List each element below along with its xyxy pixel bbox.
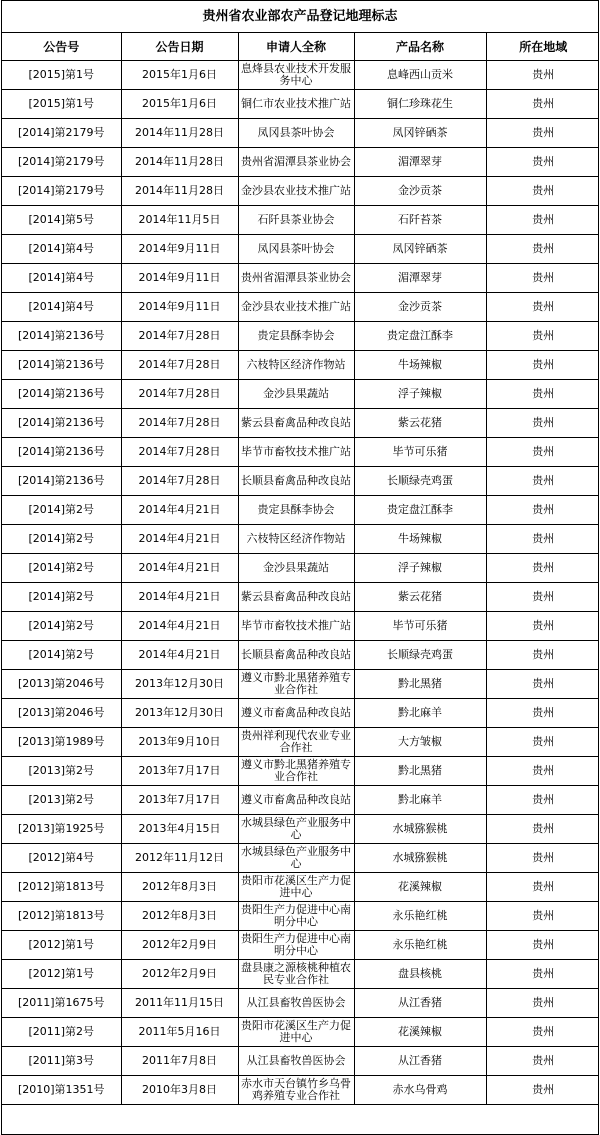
- header-row: [2, 33, 599, 61]
- cell-notice-number: [2014]第2号: [2, 641, 121, 670]
- table-row: [2, 612, 599, 641]
- cell-region: 贵州: [486, 496, 599, 525]
- cell-applicant: 水城县绿色产业服务中心: [238, 844, 354, 873]
- cell-product-name: 毕节可乐猪: [354, 612, 486, 641]
- cell-notice-number: [2012]第1号: [2, 931, 121, 960]
- cell-product-name: 黔北麻羊: [354, 699, 486, 728]
- cell-applicant: 六枝特区经济作物站: [238, 525, 354, 554]
- table-row: [2, 670, 599, 699]
- table-row: [2, 409, 599, 438]
- cell-applicant: 六枝特区经济作物站: [238, 351, 354, 380]
- cell-product-name: 黔北黑猪: [354, 757, 486, 786]
- cell-notice-number: [2012]第1813号: [2, 902, 121, 931]
- cell-product-name: 黔北麻羊: [354, 786, 486, 815]
- cell-notice-date: 2014年7月28日: [121, 467, 238, 496]
- cell-product-name: 铜仁珍珠花生: [354, 90, 486, 119]
- cell-notice-date: 2011年7月8日: [121, 1047, 238, 1076]
- cell-notice-date: 2011年11月15日: [121, 989, 238, 1018]
- table-row: [2, 902, 599, 931]
- cell-applicant: 毕节市畜牧技术推广站: [238, 612, 354, 641]
- cell-region: 贵州: [486, 670, 599, 699]
- cell-applicant: 贵州省湄潭县茶业协会: [238, 148, 354, 177]
- table-row: [2, 699, 599, 728]
- cell-applicant: 遵义市畜禽品种改良站: [238, 699, 354, 728]
- cell-region: 贵州: [486, 177, 599, 206]
- cell-region: 贵州: [486, 931, 599, 960]
- table-row: [2, 844, 599, 873]
- cell-product-name: 毕节可乐猪: [354, 438, 486, 467]
- header-product-name: 产品名称: [354, 33, 486, 61]
- cell-applicant: 凤冈县茶叶协会: [238, 235, 354, 264]
- cell-notice-number: [2014]第2号: [2, 554, 121, 583]
- cell-applicant: 紫云县畜禽品种改良站: [238, 583, 354, 612]
- cell-notice-number: [2014]第2179号: [2, 119, 121, 148]
- cell-applicant: 贵阳生产力促进中心南明分中心: [238, 902, 354, 931]
- table-body: [2, 61, 599, 1105]
- cell-region: 贵州: [486, 699, 599, 728]
- cell-notice-date: 2014年4月21日: [121, 554, 238, 583]
- cell-notice-number: [2015]第1号: [2, 61, 121, 90]
- cell-product-name: 紫云花猪: [354, 409, 486, 438]
- cell-applicant: 遵义市畜禽品种改良站: [238, 786, 354, 815]
- cell-region: 贵州: [486, 293, 599, 322]
- cell-product-name: 永乐艳红桃: [354, 902, 486, 931]
- cell-region: 贵州: [486, 119, 599, 148]
- cell-notice-date: 2012年8月3日: [121, 873, 238, 902]
- cell-applicant: 贵阳市花溪区生产力促进中心: [238, 1018, 354, 1047]
- cell-product-name: 浮子辣椒: [354, 380, 486, 409]
- cell-applicant: 凤冈县茶叶协会: [238, 119, 354, 148]
- cell-region: 贵州: [486, 1076, 599, 1105]
- cell-notice-date: 2014年9月11日: [121, 264, 238, 293]
- cell-region: 贵州: [486, 61, 599, 90]
- cell-product-name: 黔北黑猪: [354, 670, 486, 699]
- cell-notice-date: 2014年11月5日: [121, 206, 238, 235]
- cell-region: 贵州: [486, 380, 599, 409]
- table-row: [2, 728, 599, 757]
- cell-notice-number: [2013]第2046号: [2, 670, 121, 699]
- cell-notice-number: [2011]第3号: [2, 1047, 121, 1076]
- table-row: [2, 351, 599, 380]
- cell-notice-date: 2013年12月30日: [121, 670, 238, 699]
- cell-notice-date: 2013年4月15日: [121, 815, 238, 844]
- cell-notice-date: 2012年11月12日: [121, 844, 238, 873]
- cell-notice-number: [2014]第2179号: [2, 148, 121, 177]
- cell-applicant: 赤水市天台镇竹乡乌骨鸡养殖专业合作社: [238, 1076, 354, 1105]
- cell-notice-number: [2014]第2179号: [2, 177, 121, 206]
- table-row: [2, 293, 599, 322]
- cell-notice-date: 2014年11月28日: [121, 119, 238, 148]
- cell-applicant: 长顺县畜禽品种改良站: [238, 641, 354, 670]
- cell-notice-number: [2014]第2136号: [2, 322, 121, 351]
- cell-notice-number: [2014]第4号: [2, 235, 121, 264]
- table-row: [2, 554, 599, 583]
- cell-product-name: 水城猕猴桃: [354, 844, 486, 873]
- cell-product-name: 息峰西山贡米: [354, 61, 486, 90]
- cell-region: 贵州: [486, 148, 599, 177]
- table-row: [2, 206, 599, 235]
- table-row: [2, 438, 599, 467]
- cell-applicant: 金沙县果蔬站: [238, 380, 354, 409]
- page-title: 贵州省农业部农产品登记地理标志: [2, 1, 598, 33]
- cell-notice-date: 2014年11月28日: [121, 148, 238, 177]
- table-row: [2, 119, 599, 148]
- cell-product-name: 长顺绿壳鸡蛋: [354, 467, 486, 496]
- cell-notice-date: 2014年4月21日: [121, 641, 238, 670]
- cell-notice-number: [2014]第2136号: [2, 409, 121, 438]
- cell-region: 贵州: [486, 409, 599, 438]
- cell-notice-number: [2011]第1675号: [2, 989, 121, 1018]
- cell-applicant: 金沙县农业技术推广站: [238, 293, 354, 322]
- cell-notice-date: 2014年7月28日: [121, 322, 238, 351]
- cell-notice-date: 2014年4月21日: [121, 583, 238, 612]
- cell-product-name: 长顺绿壳鸡蛋: [354, 641, 486, 670]
- cell-notice-date: 2014年11月28日: [121, 177, 238, 206]
- table-row: [2, 641, 599, 670]
- cell-region: 贵州: [486, 264, 599, 293]
- cell-product-name: 花溪辣椒: [354, 1018, 486, 1047]
- cell-applicant: 息烽县农业技术开发服务中心: [238, 61, 354, 90]
- cell-product-name: 大方皱椒: [354, 728, 486, 757]
- registry-sheet: [1, 0, 599, 1135]
- cell-notice-number: [2014]第2136号: [2, 467, 121, 496]
- cell-product-name: 贵定盘江酥李: [354, 496, 486, 525]
- cell-region: 贵州: [486, 960, 599, 989]
- cell-region: 贵州: [486, 612, 599, 641]
- cell-region: 贵州: [486, 554, 599, 583]
- table-row: [2, 264, 599, 293]
- table-row: [2, 931, 599, 960]
- table-row: [2, 467, 599, 496]
- cell-product-name: 湄潭翠芽: [354, 148, 486, 177]
- cell-region: 贵州: [486, 844, 599, 873]
- cell-notice-number: [2012]第4号: [2, 844, 121, 873]
- cell-product-name: 从江香猪: [354, 989, 486, 1018]
- cell-notice-number: [2012]第1号: [2, 960, 121, 989]
- cell-product-name: 盘县核桃: [354, 960, 486, 989]
- cell-applicant: 贵定县酥李协会: [238, 322, 354, 351]
- cell-product-name: 金沙贡茶: [354, 293, 486, 322]
- table-row: [2, 61, 599, 90]
- cell-notice-number: [2014]第2136号: [2, 380, 121, 409]
- header-region: 所在地域: [486, 33, 599, 61]
- cell-notice-number: [2015]第1号: [2, 90, 121, 119]
- cell-applicant: 长顺县畜禽品种改良站: [238, 467, 354, 496]
- table-row: [2, 989, 599, 1018]
- cell-notice-number: [2014]第2号: [2, 496, 121, 525]
- cell-notice-date: 2014年4月21日: [121, 496, 238, 525]
- cell-region: 贵州: [486, 641, 599, 670]
- table-row: [2, 583, 599, 612]
- cell-notice-number: [2014]第2号: [2, 583, 121, 612]
- table-row: [2, 148, 599, 177]
- table-row: [2, 786, 599, 815]
- cell-region: 贵州: [486, 873, 599, 902]
- cell-product-name: 牛场辣椒: [354, 351, 486, 380]
- cell-product-name: 花溪辣椒: [354, 873, 486, 902]
- table-row: [2, 380, 599, 409]
- cell-product-name: 从江香猪: [354, 1047, 486, 1076]
- cell-region: 贵州: [486, 206, 599, 235]
- cell-region: 贵州: [486, 989, 599, 1018]
- cell-notice-number: [2014]第2136号: [2, 351, 121, 380]
- header-notice-number: 公告号: [2, 33, 121, 61]
- cell-notice-number: [2012]第1813号: [2, 873, 121, 902]
- cell-product-name: 湄潭翠芽: [354, 264, 486, 293]
- cell-product-name: 水城猕猴桃: [354, 815, 486, 844]
- cell-product-name: 永乐艳红桃: [354, 931, 486, 960]
- cell-product-name: 牛场辣椒: [354, 525, 486, 554]
- registry-table: [2, 33, 599, 1105]
- table-row: [2, 322, 599, 351]
- cell-region: 贵州: [486, 438, 599, 467]
- cell-applicant: 从江县畜牧兽医协会: [238, 989, 354, 1018]
- table-row: [2, 1018, 599, 1047]
- table-row: [2, 815, 599, 844]
- cell-region: 贵州: [486, 351, 599, 380]
- cell-applicant: 贵定县酥李协会: [238, 496, 354, 525]
- cell-notice-date: 2014年7月28日: [121, 409, 238, 438]
- cell-region: 贵州: [486, 1018, 599, 1047]
- cell-region: 贵州: [486, 728, 599, 757]
- cell-applicant: 贵阳生产力促进中心南明分中心: [238, 931, 354, 960]
- cell-applicant: 金沙县农业技术推广站: [238, 177, 354, 206]
- cell-applicant: 从江县畜牧兽医协会: [238, 1047, 354, 1076]
- cell-notice-number: [2013]第1989号: [2, 728, 121, 757]
- cell-product-name: 凤冈锌硒茶: [354, 235, 486, 264]
- cell-notice-number: [2011]第2号: [2, 1018, 121, 1047]
- cell-notice-number: [2014]第5号: [2, 206, 121, 235]
- cell-notice-number: [2014]第2号: [2, 525, 121, 554]
- table-row: [2, 235, 599, 264]
- cell-applicant: 盘县康之源核桃种植农民专业合作社: [238, 960, 354, 989]
- cell-applicant: 紫云县畜禽品种改良站: [238, 409, 354, 438]
- cell-product-name: 紫云花猪: [354, 583, 486, 612]
- cell-notice-number: [2014]第2号: [2, 612, 121, 641]
- cell-notice-number: [2014]第4号: [2, 293, 121, 322]
- table-row: [2, 1047, 599, 1076]
- cell-notice-date: 2011年5月16日: [121, 1018, 238, 1047]
- cell-applicant: 石阡县茶业协会: [238, 206, 354, 235]
- cell-notice-date: 2015年1月6日: [121, 90, 238, 119]
- cell-notice-number: [2010]第1351号: [2, 1076, 121, 1105]
- cell-region: 贵州: [486, 757, 599, 786]
- cell-notice-date: 2013年12月30日: [121, 699, 238, 728]
- cell-notice-number: [2013]第1925号: [2, 815, 121, 844]
- cell-applicant: 遵义市黔北黑猪养殖专业合作社: [238, 670, 354, 699]
- table-row: [2, 1076, 599, 1105]
- header-notice-date: 公告日期: [121, 33, 238, 61]
- cell-notice-date: 2010年3月8日: [121, 1076, 238, 1105]
- cell-applicant: 水城县绿色产业服务中心: [238, 815, 354, 844]
- cell-notice-number: [2013]第2046号: [2, 699, 121, 728]
- cell-notice-date: 2014年4月21日: [121, 612, 238, 641]
- table-row: [2, 757, 599, 786]
- cell-notice-date: 2014年7月28日: [121, 351, 238, 380]
- cell-notice-date: 2014年9月11日: [121, 235, 238, 264]
- cell-region: 贵州: [486, 235, 599, 264]
- cell-notice-date: 2012年2月9日: [121, 931, 238, 960]
- cell-applicant: 毕节市畜牧技术推广站: [238, 438, 354, 467]
- cell-applicant: 铜仁市农业技术推广站: [238, 90, 354, 119]
- cell-notice-number: [2013]第2号: [2, 786, 121, 815]
- cell-product-name: 赤水乌骨鸡: [354, 1076, 486, 1105]
- cell-notice-number: [2014]第4号: [2, 264, 121, 293]
- cell-region: 贵州: [486, 525, 599, 554]
- cell-applicant: 贵阳市花溪区生产力促进中心: [238, 873, 354, 902]
- table-row: [2, 525, 599, 554]
- table-row: [2, 177, 599, 206]
- cell-region: 贵州: [486, 583, 599, 612]
- cell-product-name: 凤冈锌硒茶: [354, 119, 486, 148]
- cell-region: 贵州: [486, 902, 599, 931]
- cell-region: 贵州: [486, 322, 599, 351]
- cell-notice-date: 2012年2月9日: [121, 960, 238, 989]
- cell-product-name: 贵定盘江酥李: [354, 322, 486, 351]
- cell-notice-date: 2014年4月21日: [121, 525, 238, 554]
- cell-applicant: 贵州省湄潭县茶业协会: [238, 264, 354, 293]
- cell-notice-date: 2014年7月28日: [121, 438, 238, 467]
- table-row: [2, 960, 599, 989]
- cell-notice-date: 2013年7月17日: [121, 757, 238, 786]
- cell-applicant: 遵义市黔北黑猪养殖专业合作社: [238, 757, 354, 786]
- cell-region: 贵州: [486, 786, 599, 815]
- table-row: [2, 873, 599, 902]
- cell-notice-date: 2015年1月6日: [121, 61, 238, 90]
- cell-notice-date: 2013年9月10日: [121, 728, 238, 757]
- cell-notice-date: 2012年8月3日: [121, 902, 238, 931]
- cell-notice-date: 2014年7月28日: [121, 380, 238, 409]
- cell-product-name: 石阡苔茶: [354, 206, 486, 235]
- table-row: [2, 496, 599, 525]
- cell-applicant: 贵州祥利现代农业专业合作社: [238, 728, 354, 757]
- header-applicant: 申请人全称: [238, 33, 354, 61]
- cell-notice-number: [2014]第2136号: [2, 438, 121, 467]
- cell-notice-number: [2013]第2号: [2, 757, 121, 786]
- cell-product-name: 浮子辣椒: [354, 554, 486, 583]
- cell-region: 贵州: [486, 815, 599, 844]
- cell-region: 贵州: [486, 90, 599, 119]
- cell-notice-date: 2013年7月17日: [121, 786, 238, 815]
- cell-region: 贵州: [486, 467, 599, 496]
- cell-region: 贵州: [486, 1047, 599, 1076]
- table-row: [2, 90, 599, 119]
- cell-product-name: 金沙贡茶: [354, 177, 486, 206]
- cell-notice-date: 2014年9月11日: [121, 293, 238, 322]
- cell-applicant: 金沙县果蔬站: [238, 554, 354, 583]
